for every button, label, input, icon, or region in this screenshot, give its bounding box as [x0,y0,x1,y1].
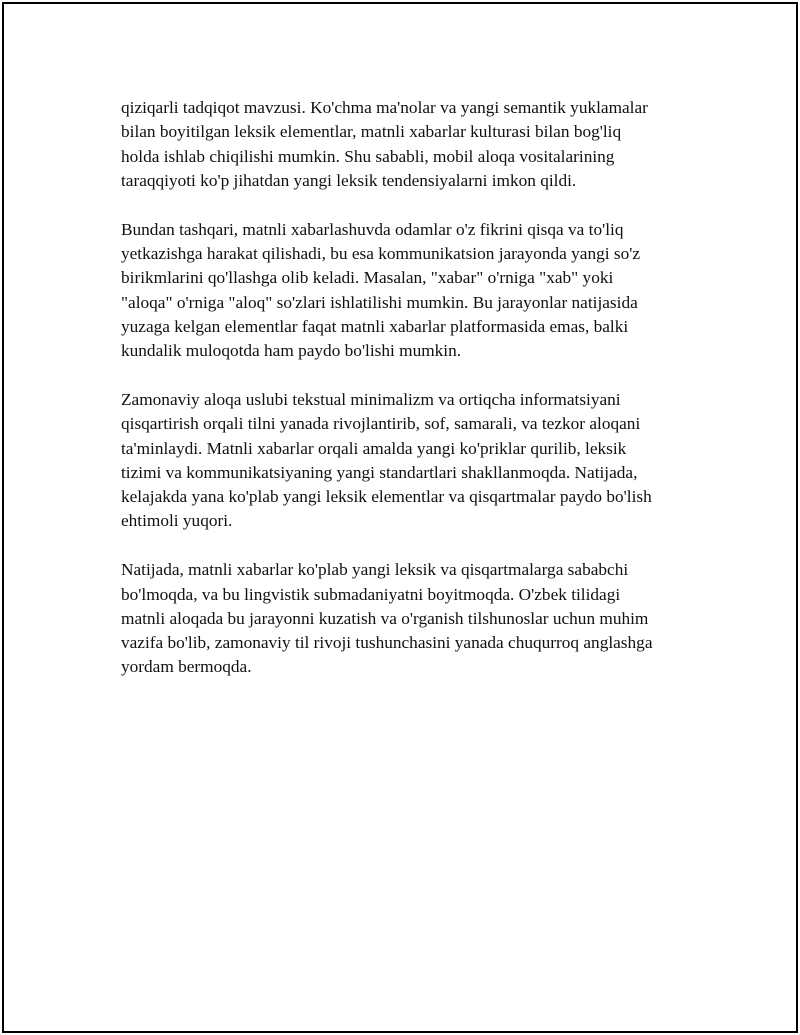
paragraph-1: qiziqarli tadqiqot mavzusi. Ko'chma ma'nolar va yangi semantik yuklamalar bilan boyitilgan leksik elementlar, matnli xabarlar kulturasi bilan bog'liq holda ishlab chiqilishi mumkin. Shu sababli, mobil aloqa vositalarining taraqqiyoti ko'p jihatdan yangi leksik tendensiyalarni imkon qildi. [121,98,648,190]
document-body [121,96,701,704]
paragraph-2: Bundan tashqari, matnli xabarlashuvda odamlar o'z fikrini qisqa va to'liq yetkazishga harakat qilishadi, bu esa kommunikatsion jarayonda yangi so'z birikmlarini qo'llashga olib keladi. Masalan, "xabar" o'rniga "xab" yoki "aloqa" o'rniga "aloq" so'zlari ishlatilishi mumkin. Bu jarayonlar natijasida yuzaga kelgan elementlar faqat matnli xabarlar platformasida emas, balki kundalik muloqotda ham paydo bo'lishi mumkin. [121,219,641,361]
page-border [2,2,798,1033]
paragraph-3: Zamonaviy aloqa uslubi tekstual minimalizm va ortiqcha informatsiyani qisqartirish orqali tilni yanada rivojlantirib, sof, samarali, va tezkor aloqani ta'minlaydi. Matnli xabarlar orqali amalda yangi ko'priklar qurilib, leksik tizimi va kommunikatsiyaning yangi standartlari shakllanmoqda. Natijada, kelajakda yana ko'plab yangi leksik elementlar va qisqartmalar paydo bo'lish ehtimoli yuqori. [121,389,652,531]
paragraph-4: Natijada, matnli xabarlar ko'plab yangi leksik va qisqartmalarga sababchi bo'lmoqda, va bu lingvistik submadaniyatni boyitmoqda. O'zbek tilidagi matnli aloqada bu jarayonni kuzatish va o'rganish tilshunoslar uchun muhim vazifa bo'lib, zamonaviy til rivoji tushunchasini yanada chuqurroq anglashga yordam bermoqda. [121,560,653,677]
